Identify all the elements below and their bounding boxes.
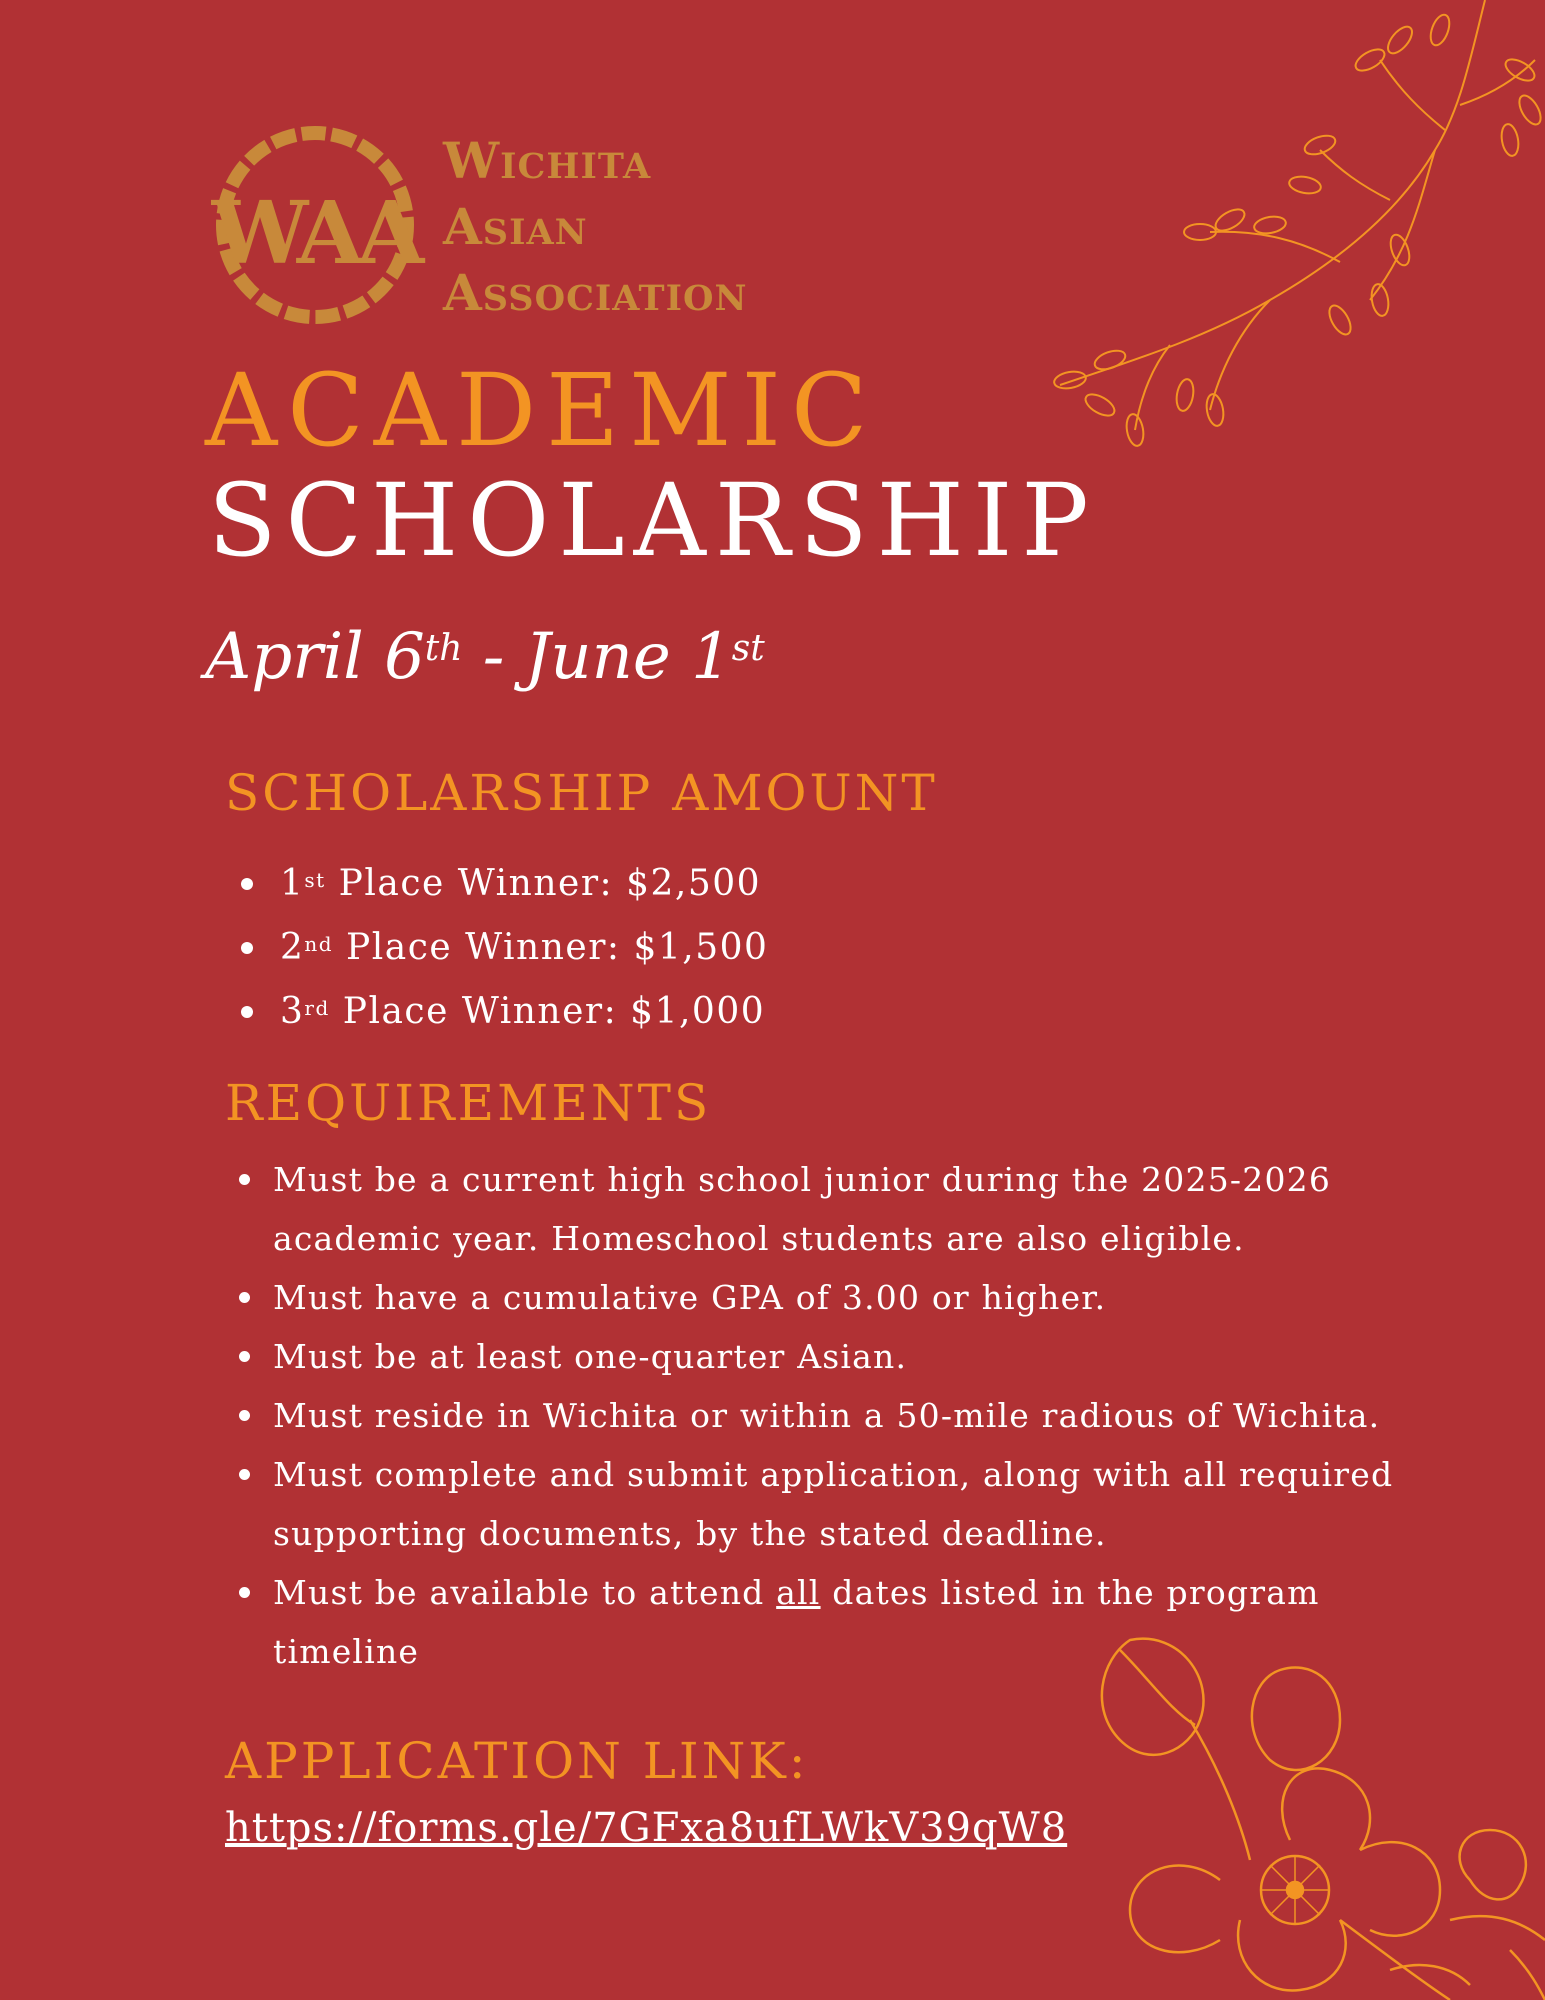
list-item: Must have a cumulative GPA of 3.00 or higher. <box>225 1268 1415 1327</box>
application-dates <box>205 612 765 702</box>
place-rank: 1 <box>280 863 305 904</box>
list-item: Must reside in Wichita or within a 50-mile radious of Wichita. <box>225 1386 1415 1445</box>
title-scholarship: SCHOLARSHIP <box>208 462 1098 579</box>
place-suffix: nd <box>304 932 334 956</box>
date-separator: - <box>462 620 525 694</box>
org-name-line: Wichita <box>443 131 652 190</box>
list-item: Must complete and submit application, along with all required supporting documents, by the stated deadline. <box>225 1445 1415 1563</box>
list-item <box>225 852 768 916</box>
list-item <box>225 980 768 1044</box>
organization-name <box>443 128 747 326</box>
flower-decoration <box>1090 1620 1545 2000</box>
date-start: April 6 <box>205 620 425 694</box>
place-text: Place Winner: $1,500 <box>333 927 769 968</box>
place-rank: 3 <box>280 991 305 1032</box>
scholarship-amount-list <box>225 852 768 1044</box>
req-text: Must be available to attend <box>273 1573 777 1612</box>
place-text: Place Winner: $1,000 <box>329 991 766 1032</box>
title-academic: ACADEMIC <box>205 352 878 469</box>
org-name-line: Association <box>443 263 748 322</box>
org-name-line: Asian <box>443 197 588 256</box>
date-end-suffix: st <box>731 628 765 669</box>
list-item <box>225 916 768 980</box>
place-suffix: st <box>304 868 326 892</box>
req-text: dates listed in the program timeline <box>273 1573 1320 1671</box>
waa-logo <box>200 125 430 325</box>
place-suffix: rd <box>304 996 330 1020</box>
requirements-list <box>225 1150 1415 1681</box>
scholarship-amount-heading: SCHOLARSHIP AMOUNT <box>225 764 938 822</box>
list-item: Must be a current high school junior during the 2025-2026 academic year. Homeschool students are also eligible. <box>225 1150 1415 1268</box>
date-end: June 1 <box>524 620 732 694</box>
logo-monogram: WAA <box>211 183 419 284</box>
req-emphasis: all <box>776 1573 821 1612</box>
application-link-heading: APPLICATION LINK: <box>225 1732 809 1790</box>
list-item: Must be at least one-quarter Asian. <box>225 1327 1415 1386</box>
application-link[interactable]: https://forms.gle/7GFxa8ufLWkV39qW8 <box>225 1805 1068 1851</box>
place-rank: 2 <box>280 927 305 968</box>
leaf-branch-decoration <box>1040 0 1545 470</box>
requirements-heading: REQUIREMENTS <box>225 1074 712 1132</box>
date-start-suffix: th <box>424 628 463 669</box>
place-text: Place Winner: $2,500 <box>325 863 762 904</box>
